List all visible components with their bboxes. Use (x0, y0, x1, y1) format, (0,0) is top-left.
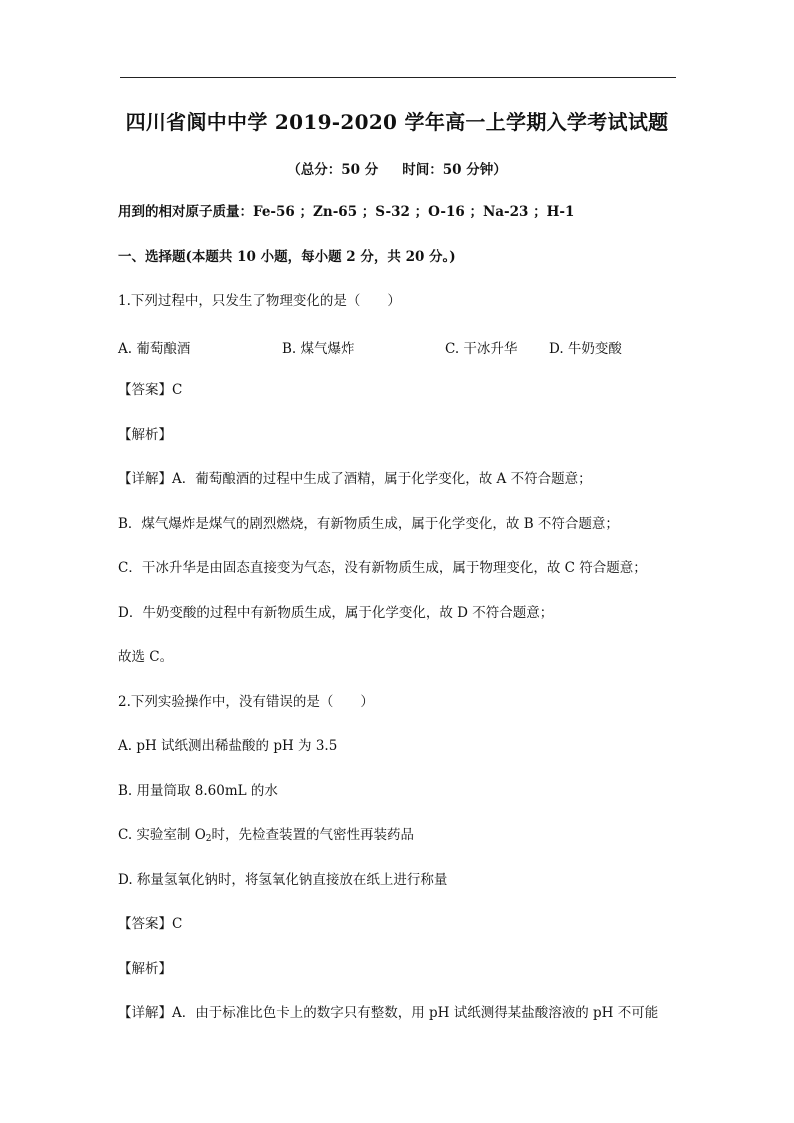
question-1-detail-line: B．煤气爆炸是煤气的剧烈燃烧，有新物质生成，属于化学变化，故 B 不符合题意； (118, 516, 619, 532)
question-2-option-d: D. 称量氢氧化钠时，将氢氧化钠直接放在纸上进行称量 (118, 872, 448, 888)
question-2-option-c (118, 826, 414, 848)
question-1-conclusion: 故选 C。 (118, 649, 174, 665)
section-heading: 一、选择题(本题共 10 小题，每小题 2 分，共 20 分。) (118, 249, 456, 265)
option-c-suffix: 时，先检查装置的气密性再装药品 (211, 827, 415, 843)
question-1-option-c: C. 干冰升华 (445, 341, 518, 357)
atomic-masses: 用到的相对原子质量：Fe-56 ；Zn-65 ；S-32 ；O-16 ；Na-23 ；H-1 (118, 204, 575, 220)
total-score: （总分：50 分 (287, 162, 379, 178)
question-1-analysis-label: 【解析】 (118, 427, 172, 443)
page-title: 四川省阆中中学 2019-2020 学年高一上学期入学考试试题 (125, 110, 669, 134)
exam-meta (0, 158, 794, 178)
question-1-detail-line: C．干冰升华是由固态直接变为气态，没有新物质生成，属于物理变化，故 C 符合题意； (118, 560, 647, 576)
question-2-stem: 2.下列实验操作中，没有错误的是（ ） (118, 694, 374, 710)
question-1-answer: 【答案】C (118, 382, 183, 398)
question-2-analysis-label: 【解析】 (118, 961, 172, 977)
header-rule (120, 77, 676, 78)
question-1-option-b: B. 煤气爆炸 (282, 341, 355, 357)
question-1-detail-line: 【详解】A．葡萄酿酒的过程中生成了酒精，属于化学变化，故 A 不符合题意； (118, 471, 592, 487)
question-1-option-a: A. 葡萄酿酒 (118, 341, 191, 357)
question-2-answer: 【答案】C (118, 916, 183, 932)
question-2-option-b: B. 用量筒取 8.60mL 的水 (118, 783, 278, 799)
question-1-stem: 1.下列过程中，只发生了物理变化的是（ ） (118, 293, 401, 309)
question-1-option-d: D. 牛奶变酸 (549, 341, 622, 357)
option-c-prefix: C. 实验室制 O (118, 827, 206, 843)
oxygen-subscript: 2 (205, 834, 212, 844)
question-2-detail-line: 【详解】A．由于标准比色卡上的数字只有整数，用 pH 试纸测得某盐酸溶液的 pH 不可能 (118, 1005, 659, 1021)
question-2-option-a: A. pH 试纸测出稀盐酸的 pH 为 3.5 (118, 738, 338, 754)
exam-time: 时间：50 分钟） (402, 162, 507, 178)
question-1-detail-line: D．牛奶变酸的过程中有新物质生成，属于化学变化，故 D 不符合题意； (118, 605, 554, 621)
